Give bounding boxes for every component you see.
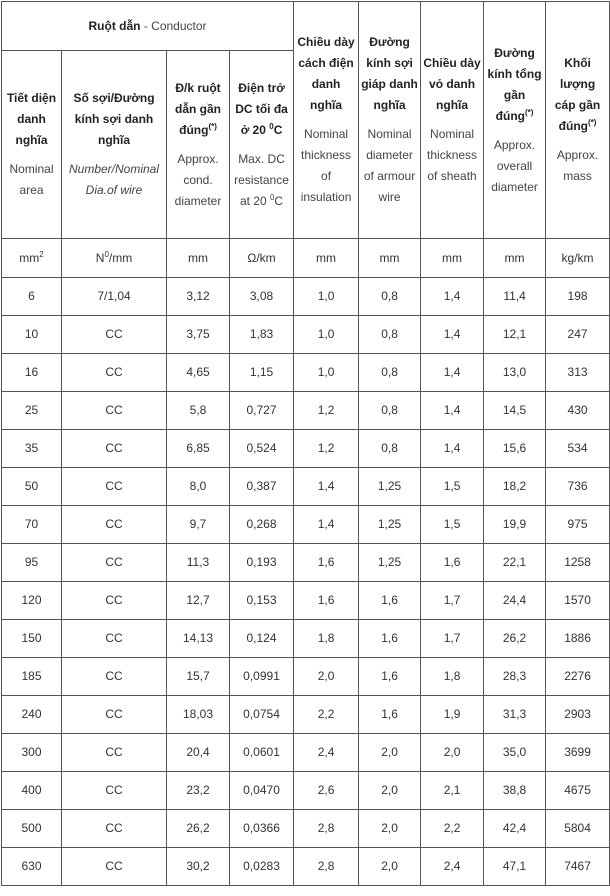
cell-mass: 5804	[546, 810, 610, 848]
cell-sheath: 1,4	[421, 278, 484, 316]
cell-area: 120	[2, 582, 62, 620]
cell-armour: 2,0	[359, 810, 421, 848]
insulation-header	[294, 2, 359, 239]
overall-header-vi	[486, 43, 543, 127]
insulation-header-vi: Chiều dày cách điện danh nghĩa	[297, 35, 355, 112]
cell-armour: 1,25	[359, 506, 421, 544]
unit-mass: kg/km	[546, 239, 610, 278]
cell-resistance: 0,727	[230, 392, 294, 430]
cell-cond-dia: 3,12	[167, 278, 230, 316]
cell-sheath: 1,8	[421, 658, 484, 696]
cell-overall: 26,2	[484, 620, 546, 658]
cell-armour: 1,25	[359, 468, 421, 506]
area-header-en: Nominal area	[9, 162, 54, 197]
cell-overall: 38,8	[484, 772, 546, 810]
resistance-header-en	[232, 149, 291, 212]
cell-mass: 1258	[546, 544, 610, 582]
table-row	[2, 316, 610, 354]
cell-mass: 430	[546, 392, 610, 430]
cell-area: 10	[2, 316, 62, 354]
cell-mass: 313	[546, 354, 610, 392]
cell-overall: 18,2	[484, 468, 546, 506]
cell-resistance: 0,0366	[230, 810, 294, 848]
armour-header	[359, 2, 421, 239]
cell-mass: 736	[546, 468, 610, 506]
cell-mass: 3699	[546, 734, 610, 772]
resistance-header-en-unit: C	[274, 193, 284, 208]
cell-wires: CC	[62, 810, 167, 848]
cell-resistance: 1,83	[230, 316, 294, 354]
cell-cond-dia: 6,85	[167, 430, 230, 468]
cell-wires: CC	[62, 468, 167, 506]
resistance-header-en-deg: 0	[269, 192, 275, 202]
cell-resistance: 0,0283	[230, 848, 294, 886]
cell-sheath: 1,9	[421, 696, 484, 734]
cell-insulation: 2,0	[294, 658, 359, 696]
resistance-header	[230, 51, 294, 239]
overall-header-en: Approx. overall diameter	[491, 137, 538, 194]
cell-sheath: 1,4	[421, 392, 484, 430]
cond-dia-header-en: Approx. cond. diameter	[174, 151, 222, 208]
cell-mass: 4675	[546, 772, 610, 810]
header-row-group	[2, 2, 610, 51]
cell-sheath: 2,0	[421, 734, 484, 772]
unit-wires-exp: 0	[104, 249, 109, 259]
cell-insulation: 1,2	[294, 392, 359, 430]
conductor-title-sep: -	[140, 18, 152, 33]
cell-resistance: 0,0470	[230, 772, 294, 810]
cell-insulation: 1,6	[294, 582, 359, 620]
cell-mass: 975	[546, 506, 610, 544]
cell-cond-dia: 8,0	[167, 468, 230, 506]
cell-wires: CC	[62, 392, 167, 430]
cell-area: 70	[2, 506, 62, 544]
cell-sheath: 2,1	[421, 772, 484, 810]
cell-cond-dia: 18,03	[167, 696, 230, 734]
unit-insulation: mm	[294, 239, 359, 278]
cell-area: 400	[2, 772, 62, 810]
sheath-header-vi: Chiều dày vỏ danh nghĩa	[423, 56, 481, 112]
table-row	[2, 468, 610, 506]
cell-insulation: 2,2	[294, 696, 359, 734]
cell-cond-dia: 26,2	[167, 810, 230, 848]
cell-mass: 1886	[546, 620, 610, 658]
cell-area: 300	[2, 734, 62, 772]
resistance-header-en-text: Max. DC resistance at 20	[234, 151, 289, 208]
table-row	[2, 392, 610, 430]
cell-insulation: 1,8	[294, 620, 359, 658]
armour-header-en: Nominal diameter of armour wire	[363, 127, 416, 204]
cell-overall: 24,4	[484, 582, 546, 620]
cell-resistance: 1,15	[230, 354, 294, 392]
cell-overall: 35,0	[484, 734, 546, 772]
cell-resistance: 0,387	[230, 468, 294, 506]
cell-armour: 1,6	[359, 696, 421, 734]
unit-overall: mm	[484, 239, 546, 278]
cell-insulation: 1,2	[294, 430, 359, 468]
cell-resistance: 0,193	[230, 544, 294, 582]
cell-wires: 7/1,04	[62, 278, 167, 316]
cell-area: 240	[2, 696, 62, 734]
cell-mass: 2903	[546, 696, 610, 734]
cell-resistance: 0,268	[230, 506, 294, 544]
cell-resistance: 0,153	[230, 582, 294, 620]
cell-armour: 1,6	[359, 582, 421, 620]
cell-armour: 0,8	[359, 354, 421, 392]
cell-armour: 0,8	[359, 392, 421, 430]
area-header	[2, 51, 62, 239]
cell-insulation: 1,0	[294, 278, 359, 316]
unit-wires-base: N	[95, 250, 105, 265]
cell-armour: 1,6	[359, 658, 421, 696]
cell-insulation: 2,6	[294, 772, 359, 810]
resistance-header-vi-text: Điện trở DC tối đa ở 20	[235, 80, 288, 137]
cell-cond-dia: 12,7	[167, 582, 230, 620]
cell-area: 630	[2, 848, 62, 886]
cell-area: 6	[2, 278, 62, 316]
cell-area: 500	[2, 810, 62, 848]
cell-sheath: 1,7	[421, 582, 484, 620]
cell-insulation: 2,4	[294, 734, 359, 772]
cell-cond-dia: 30,2	[167, 848, 230, 886]
overall-header-mark: (*)	[524, 107, 534, 117]
sheath-header	[421, 2, 484, 239]
mass-header	[546, 2, 610, 239]
cell-armour: 0,8	[359, 316, 421, 354]
overall-header	[484, 2, 546, 239]
unit-area	[2, 239, 62, 278]
cell-area: 25	[2, 392, 62, 430]
cond-dia-header-vi	[169, 78, 227, 141]
cell-area: 150	[2, 620, 62, 658]
conductor-title-vi: Ruột dẫn	[88, 18, 141, 33]
unit-armour: mm	[359, 239, 421, 278]
cell-overall: 12,1	[484, 316, 546, 354]
cell-insulation: 1,4	[294, 468, 359, 506]
cell-wires: CC	[62, 430, 167, 468]
cell-sheath: 1,7	[421, 620, 484, 658]
mass-header-vi	[548, 53, 607, 137]
cond-dia-header-mark: (*)	[208, 121, 217, 131]
mass-header-vi-text: Khối lượng cáp gần đúng	[554, 56, 601, 133]
cell-mass: 247	[546, 316, 610, 354]
cell-armour: 2,0	[359, 848, 421, 886]
cell-sheath: 2,4	[421, 848, 484, 886]
cell-armour: 0,8	[359, 278, 421, 316]
cell-sheath: 1,4	[421, 354, 484, 392]
cell-mass: 1570	[546, 582, 610, 620]
cell-area: 95	[2, 544, 62, 582]
table-row	[2, 582, 610, 620]
cond-dia-header	[167, 51, 230, 239]
table-row	[2, 354, 610, 392]
cell-wires: CC	[62, 582, 167, 620]
unit-sheath: mm	[421, 239, 484, 278]
cell-insulation: 1,0	[294, 316, 359, 354]
mass-header-mark: (*)	[587, 118, 597, 127]
armour-header-vi: Đường kính sợi giáp danh nghĩa	[361, 35, 418, 112]
cell-sheath: 1,6	[421, 544, 484, 582]
unit-resistance: Ω/km	[230, 239, 294, 278]
cell-wires: CC	[62, 734, 167, 772]
resistance-header-vi	[232, 78, 291, 141]
insulation-header-en: Nominal thickness of insulation	[300, 127, 352, 204]
cell-overall: 19,9	[484, 506, 546, 544]
table-body	[2, 278, 610, 886]
resistance-header-vi-unit: C	[273, 122, 283, 137]
cell-insulation: 1,6	[294, 544, 359, 582]
table-row	[2, 658, 610, 696]
cell-armour: 1,6	[359, 620, 421, 658]
unit-wires-rest: /mm	[108, 250, 133, 265]
cell-overall: 14,5	[484, 392, 546, 430]
cell-resistance: 0,0601	[230, 734, 294, 772]
conductor-title-en: Conductor	[151, 18, 207, 33]
cell-wires: CC	[62, 696, 167, 734]
cell-insulation: 1,4	[294, 506, 359, 544]
cell-armour: 0,8	[359, 430, 421, 468]
cell-wires: CC	[62, 620, 167, 658]
table-row	[2, 620, 610, 658]
cell-wires: CC	[62, 316, 167, 354]
cell-overall: 22,1	[484, 544, 546, 582]
cell-mass: 534	[546, 430, 610, 468]
unit-cond-dia: mm	[167, 239, 230, 278]
cell-sheath: 1,4	[421, 316, 484, 354]
cell-sheath: 1,4	[421, 430, 484, 468]
cell-cond-dia: 14,13	[167, 620, 230, 658]
table-row	[2, 848, 610, 886]
cell-armour: 2,0	[359, 734, 421, 772]
cell-overall: 28,3	[484, 658, 546, 696]
units-row	[2, 239, 610, 278]
cell-resistance: 0,524	[230, 430, 294, 468]
cell-area: 16	[2, 354, 62, 392]
cell-armour: 2,0	[359, 772, 421, 810]
cell-overall: 47,1	[484, 848, 546, 886]
cell-insulation: 2,8	[294, 848, 359, 886]
cell-sheath: 1,5	[421, 506, 484, 544]
wires-header-en: Number/Nominal Dia.of wire	[68, 162, 160, 197]
cell-mass: 2276	[546, 658, 610, 696]
cell-overall: 42,4	[484, 810, 546, 848]
cell-cond-dia: 15,7	[167, 658, 230, 696]
cell-wires: CC	[62, 772, 167, 810]
cell-cond-dia: 11,3	[167, 544, 230, 582]
unit-wires	[62, 239, 167, 278]
mass-header-en: Approx. mass	[556, 148, 599, 183]
cell-overall: 11,4	[484, 278, 546, 316]
cell-resistance: 0,0991	[230, 658, 294, 696]
conductor-group-header	[2, 2, 294, 51]
cell-overall: 31,3	[484, 696, 546, 734]
table-row	[2, 734, 610, 772]
unit-area-exp: 2	[39, 249, 44, 259]
cell-resistance: 0,0754	[230, 696, 294, 734]
wires-header	[62, 51, 167, 239]
cell-cond-dia: 23,2	[167, 772, 230, 810]
table-row	[2, 506, 610, 544]
cond-dia-header-vi-text: Đ/k ruột dẫn gần đúng	[174, 80, 221, 137]
table-row	[2, 810, 610, 848]
cell-armour: 1,25	[359, 544, 421, 582]
resistance-header-vi-deg: 0	[269, 121, 274, 131]
cell-resistance: 0,124	[230, 620, 294, 658]
cell-wires: CC	[62, 544, 167, 582]
cell-wires: CC	[62, 506, 167, 544]
cell-cond-dia: 4,65	[167, 354, 230, 392]
table-row	[2, 430, 610, 468]
unit-area-base: mm	[19, 250, 40, 265]
cell-insulation: 1,0	[294, 354, 359, 392]
table-row	[2, 544, 610, 582]
cell-mass: 198	[546, 278, 610, 316]
cell-area: 35	[2, 430, 62, 468]
table-row	[2, 772, 610, 810]
cell-cond-dia: 5,8	[167, 392, 230, 430]
sheath-header-en: Nominal thickness of sheath	[427, 127, 478, 183]
cell-sheath: 1,5	[421, 468, 484, 506]
cell-resistance: 3,08	[230, 278, 294, 316]
cell-overall: 15,6	[484, 430, 546, 468]
cell-wires: CC	[62, 658, 167, 696]
cell-sheath: 2,2	[421, 810, 484, 848]
wires-header-vi: Số sợi/Đường kính sợi danh nghĩa	[73, 91, 155, 147]
cell-wires: CC	[62, 354, 167, 392]
cell-overall: 13,0	[484, 354, 546, 392]
cell-cond-dia: 9,7	[167, 506, 230, 544]
cell-cond-dia: 3,75	[167, 316, 230, 354]
cell-wires: CC	[62, 848, 167, 886]
table-row	[2, 696, 610, 734]
cell-area: 185	[2, 658, 62, 696]
cell-cond-dia: 20,4	[167, 734, 230, 772]
cell-area: 50	[2, 468, 62, 506]
table-row	[2, 278, 610, 316]
area-header-vi: Tiết diện danh nghĩa	[6, 91, 57, 147]
overall-header-vi-text: Đường kính tổng gần đúng	[487, 45, 542, 123]
cable-spec-table	[1, 1, 610, 886]
cell-insulation: 2,8	[294, 810, 359, 848]
cell-mass: 7467	[546, 848, 610, 886]
